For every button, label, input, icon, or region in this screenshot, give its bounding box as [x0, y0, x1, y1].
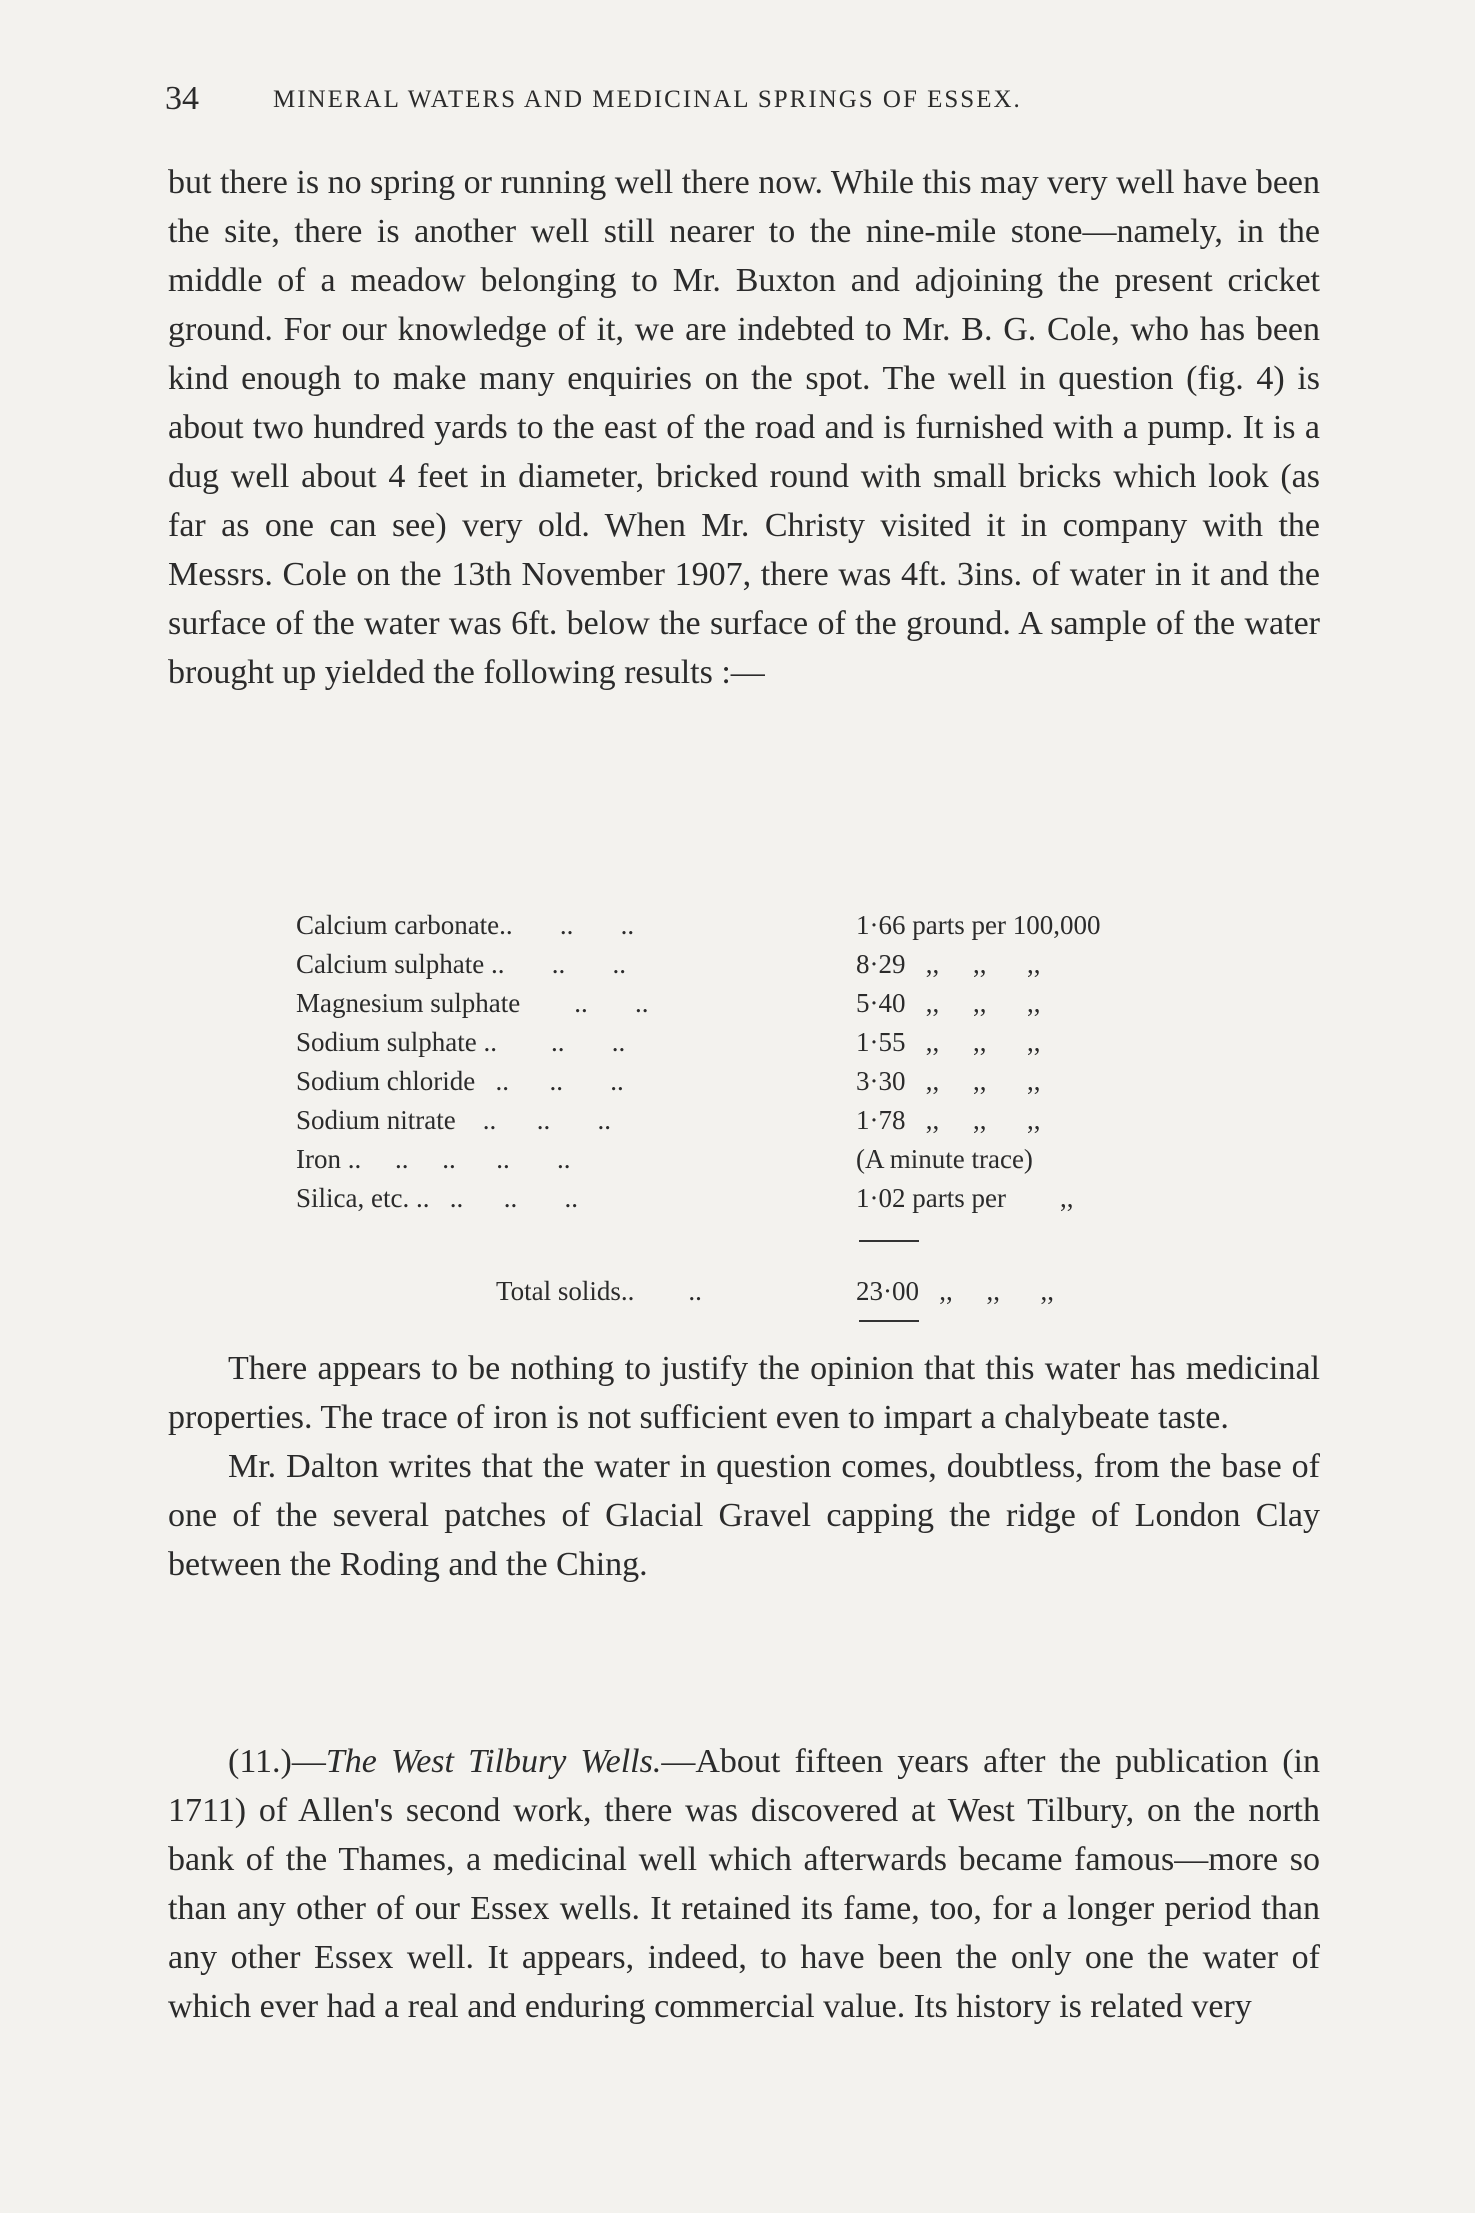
constituent-name: Calcium sulphate .. .. .. [296, 949, 626, 979]
table-row [296, 1183, 1196, 1222]
total-label: Total solids.. .. [496, 1276, 702, 1306]
sum-rule-top [859, 1240, 919, 1242]
constituent-name: Sodium nitrate .. .. .. [296, 1105, 611, 1135]
paragraph-text [168, 1737, 1320, 2031]
constituent-value: 3·30 ,, ,, ,, [856, 1066, 1041, 1096]
constituent-name: Iron .. .. .. .. .. [296, 1144, 571, 1174]
constituent-name: Sodium chloride .. .. .. [296, 1066, 624, 1096]
total-value: 23·00 ,, ,, ,, [856, 1276, 1054, 1306]
table-row [296, 1105, 1196, 1144]
table-row [296, 988, 1196, 1027]
table-row [296, 910, 1196, 949]
constituent-value: 1·02 parts per ,, [856, 1183, 1074, 1213]
constituent-value: 8·29 ,, ,, ,, [856, 949, 1041, 979]
total-row [296, 1276, 1196, 1326]
paragraph-text: There appears to be nothing to justify the opinion that this water has medicinal properties. The trace of iron is not sufficient even to impart a chalybeate taste. [168, 1350, 1320, 1436]
constituent-value: 1·55 ,, ,, ,, [856, 1027, 1041, 1057]
constituent-value: 1·66 parts per 100,000 [856, 910, 1101, 940]
constituent-name: Sodium sulphate .. .. .. [296, 1027, 626, 1057]
sum-rule-bottom [859, 1320, 919, 1322]
constituent-value: (A minute trace) [856, 1144, 1033, 1174]
paragraph-well-description [168, 158, 1320, 697]
section-west-tilbury-wells [168, 1737, 1320, 2031]
section-number: (11.)— [228, 1743, 326, 1780]
table-row [296, 1066, 1196, 1105]
table-row [296, 1027, 1196, 1066]
section-title: The West Tilbury Wells. [325, 1743, 662, 1780]
paragraph-text: Mr. Dalton writes that the water in question comes, doubtless, from the base of one of the several patches of Glacial Gravel capping the ridge of London Clay between the Roding and the Ching. [168, 1448, 1320, 1583]
constituent-name: Calcium carbonate.. .. .. [296, 910, 635, 940]
constituent-name: Silica, etc. .. .. .. .. [296, 1183, 578, 1213]
paragraph-medicinal-opinion [168, 1344, 1320, 1589]
running-title: MINERAL WATERS AND MEDICINAL SPRINGS OF ESSEX. [273, 86, 1022, 113]
section-body: —About fifteen years after the publication (in 1711) of Allen's second work, there was discovered at West Tilbury, on the north bank of the Thames, a medicinal well which afterwards became famous—more so than any other of our Essex wells. It retained its fame, too, for a longer period than any other Essex well. It appears, indeed, to have been the only one the water of which ever had a real and enduring commercial value. Its history is related very [168, 1743, 1321, 2025]
page-number: 34 [165, 80, 199, 117]
water-analysis-table [296, 910, 1196, 1306]
constituent-name: Magnesium sulphate .. .. [296, 988, 649, 1018]
constituent-value: 1·78 ,, ,, ,, [856, 1105, 1041, 1135]
table-row [296, 949, 1196, 988]
paragraph-text: but there is no spring or running well there now. While this may very well have been the site, there is another well still nearer to the nine-mile stone—namely, in the middle of a meadow belonging to Mr. Buxton and adjoining the present cricket ground. For our knowledge of it, we are indebted to Mr. B. G. Cole, who has been kind enough to make many enquiries on the spot. The well in question (fig. 4) is about two hundred yards to the east of the road and is furnished with a pump. It is a dug well about 4 feet in diameter, bricked round with small bricks which look (as far as one can see) very old. When Mr. Christy visited it in company with the Messrs. Cole on the 13th November 1907, there was 4ft. 3ins. of water in it and the surface of the water was 6ft. below the surface of the ground. A sample of the water brought up yielded the following results :— [168, 164, 1320, 691]
table-row [296, 1144, 1196, 1183]
constituent-value: 5·40 ,, ,, ,, [856, 988, 1041, 1018]
page-header [165, 78, 1225, 128]
